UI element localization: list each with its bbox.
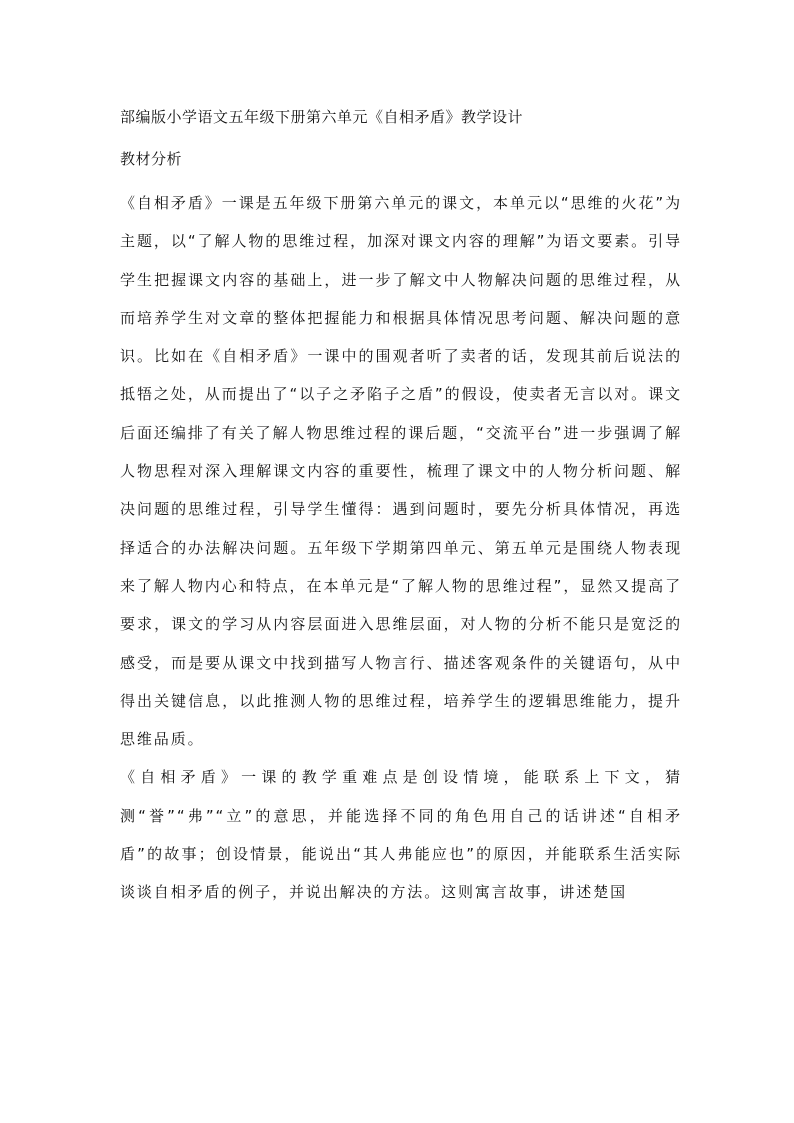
document-body xyxy=(120,106,682,912)
document-title: 部编版小学语文五年级下册第六单元《自相矛盾》教学设计 xyxy=(120,108,524,126)
section-heading: 教材分析 xyxy=(120,150,183,168)
paragraph-1: 《自相矛盾》一课是五年级下册第六单元的课文，本单元以“思维的火花”为主题，以“了解人物的思维过程，加深对课文内容的理解”为语文要素。引导学生把握课文内容的基础上，进一步了解文中人物解决问题的思维过程，从而培养学生对文章的整体把握能力和根据具体情况思考问题、解决问题的意识。比如在《自相矛盾》一课中的围观者听了卖者的话，发现其前后说法的抵牾之处，从而提出了“以子之矛陷子之盾”的假设，使卖者无言以对。课文后面还编排了有关了解人物思维过程的课后题，“交流平台”进一步强调了解人物思程对深入理解课文内容的重要性，梳理了课文中的人物分析问题、解决问题的思维过程，引导学生懂得：遇到问题时，要先分析具体情况，再选择适合的办法解决问题。五年级下学期第四单元、第五单元是围绕人物表现来了解人物内心和特点，在本单元是“了解人物的思维过程”，显然又提高了要求，课文的学习从内容层面进入思维层面，对人物的分析不能只是宽泛的感受，而是要从课文中找到描写人物言行、描述客观条件的关键语句，从中得出关键信息，以此推测人物的思维过程，培养学生的逻辑思维能力，提升思维品质。 xyxy=(120,194,682,749)
paragraph-2: 《自相矛盾》一课的教学重难点是创设情境，能联系上下文，猜测“誉”“弗”“立”的意思，并能选择不同的角色用自己的话讲述“自相矛盾”的故事；创设情景，能说出“其人弗能应也”的原因，并能联系生活实际谈谈自相矛盾的例子，并说出解决的方法。这则寓言故事，讲述楚国 xyxy=(120,768,682,902)
